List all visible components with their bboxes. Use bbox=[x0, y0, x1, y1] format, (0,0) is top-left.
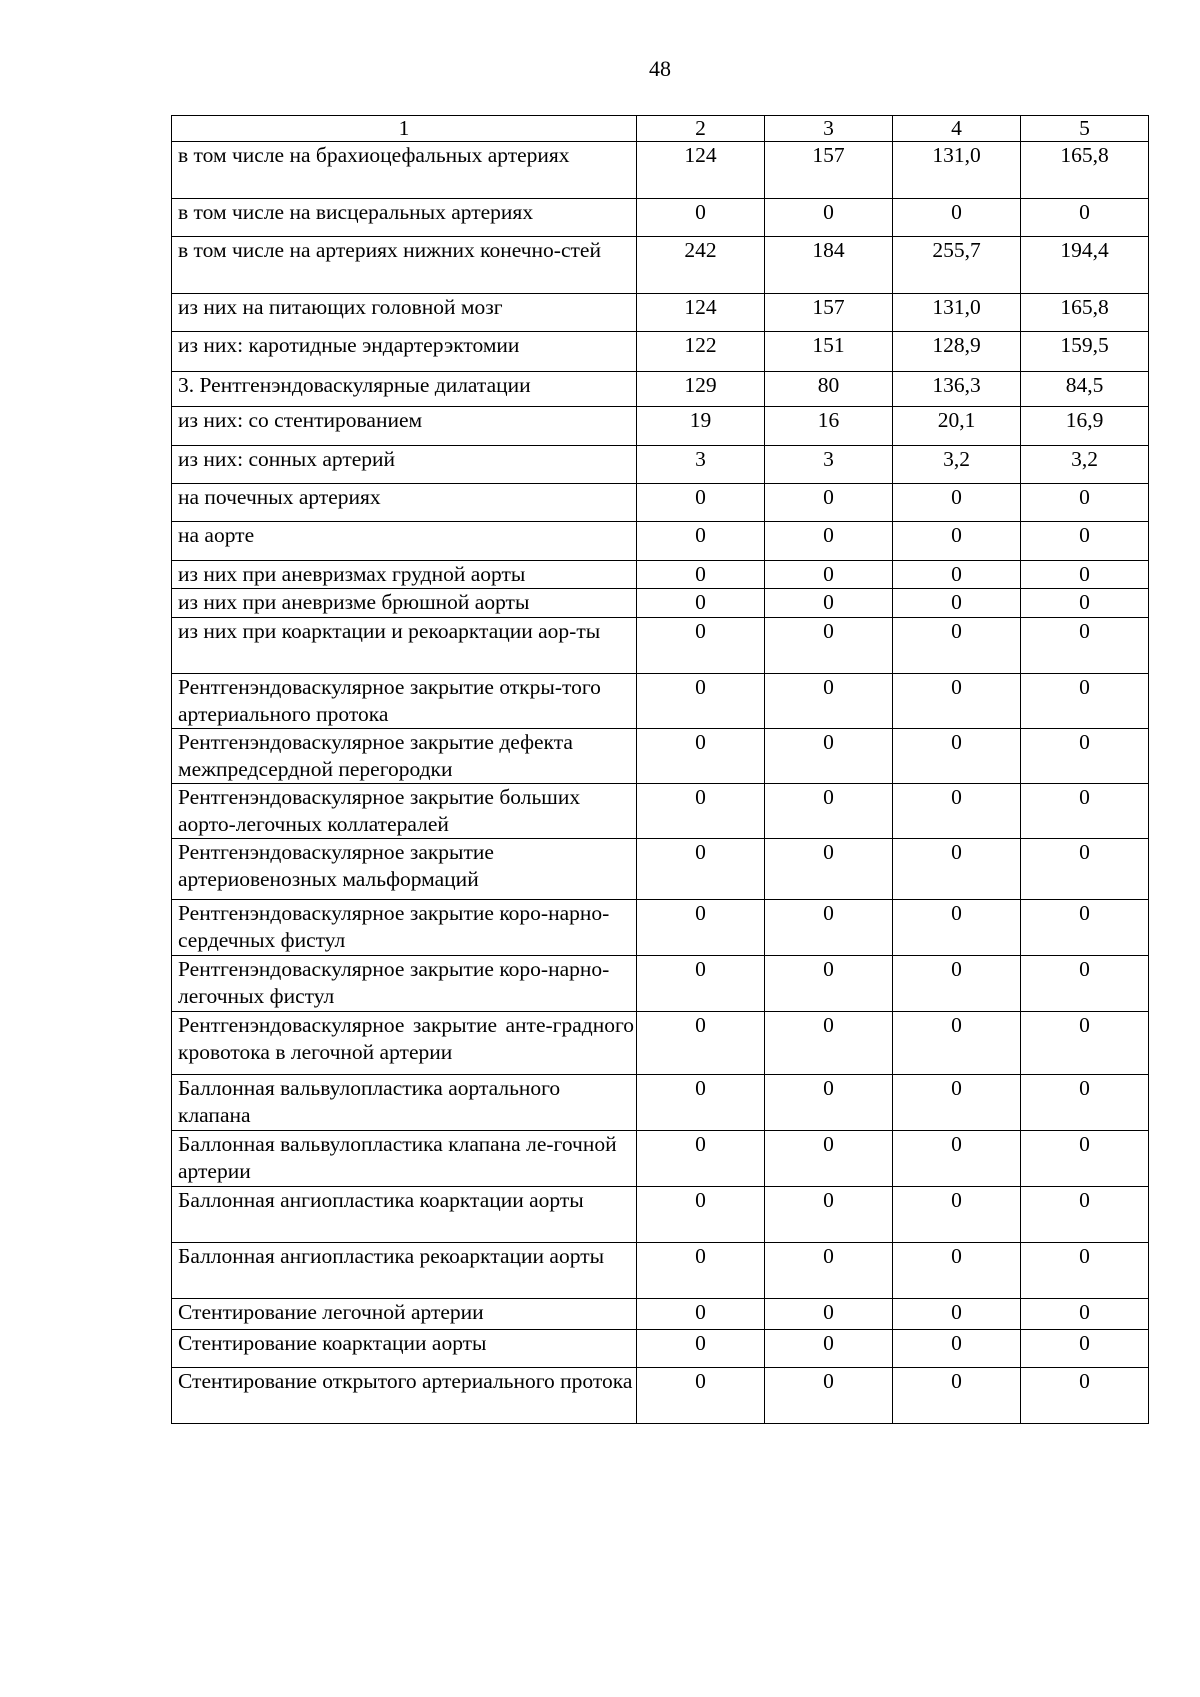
row-label: Стентирование коарктации аорты bbox=[172, 1330, 637, 1368]
row-label: на аорте bbox=[172, 522, 637, 561]
row-value-col5: 0 bbox=[1021, 1131, 1149, 1187]
row-value-col4: 0 bbox=[893, 1187, 1021, 1243]
row-value-col3: 0 bbox=[765, 589, 893, 618]
row-value-col5: 0 bbox=[1021, 199, 1149, 237]
row-value-col4: 0 bbox=[893, 561, 1021, 589]
row-value-col3: 0 bbox=[765, 900, 893, 956]
table-row bbox=[172, 1012, 1149, 1075]
row-label: Рентгенэндоваскулярное закрытие анте-градного кровотока в легочной артерии bbox=[172, 1012, 637, 1075]
table-row bbox=[172, 522, 1149, 561]
row-label: из них при аневризме брюшной аорты bbox=[172, 589, 637, 618]
row-value-col3: 157 bbox=[765, 142, 893, 199]
row-value-col4: 0 bbox=[893, 589, 1021, 618]
row-value-col4: 0 bbox=[893, 484, 1021, 522]
row-value-col5: 0 bbox=[1021, 1075, 1149, 1131]
row-label: Рентгенэндоваскулярное закрытие больших аорто-легочных коллатералей bbox=[172, 784, 637, 839]
table-row bbox=[172, 237, 1149, 294]
row-value-col2: 0 bbox=[637, 1243, 765, 1299]
row-value-col4: 0 bbox=[893, 1330, 1021, 1368]
row-value-col5: 0 bbox=[1021, 839, 1149, 900]
row-value-col4: 0 bbox=[893, 1243, 1021, 1299]
row-label: Рентгенэндоваскулярное закрытие артериовенозных мальформаций bbox=[172, 839, 637, 900]
table-row bbox=[172, 1330, 1149, 1368]
row-value-col4: 0 bbox=[893, 1012, 1021, 1075]
row-value-col3: 0 bbox=[765, 618, 893, 674]
row-value-col4: 0 bbox=[893, 1368, 1021, 1424]
column-header-3: 3 bbox=[765, 116, 893, 142]
row-value-col2: 0 bbox=[637, 561, 765, 589]
row-label: Баллонная вальвулопластика аортального клапана bbox=[172, 1075, 637, 1131]
row-value-col4: 0 bbox=[893, 522, 1021, 561]
row-value-col5: 0 bbox=[1021, 589, 1149, 618]
row-value-col2: 0 bbox=[637, 784, 765, 839]
table-row bbox=[172, 729, 1149, 784]
row-value-col5: 194,4 bbox=[1021, 237, 1149, 294]
row-value-col4: 0 bbox=[893, 839, 1021, 900]
row-label: из них при коарктации и рекоарктации аор-ты bbox=[172, 618, 637, 674]
table-header-row bbox=[172, 116, 1149, 142]
row-value-col2: 124 bbox=[637, 142, 765, 199]
table-row bbox=[172, 1131, 1149, 1187]
table-row bbox=[172, 1368, 1149, 1424]
row-value-col2: 19 bbox=[637, 407, 765, 446]
row-value-col4: 0 bbox=[893, 199, 1021, 237]
table-row bbox=[172, 561, 1149, 589]
row-value-col2: 0 bbox=[637, 199, 765, 237]
row-value-col5: 0 bbox=[1021, 522, 1149, 561]
row-value-col5: 3,2 bbox=[1021, 446, 1149, 484]
row-value-col2: 0 bbox=[637, 1187, 765, 1243]
row-label: в том числе на брахиоцефальных артериях bbox=[172, 142, 637, 199]
row-value-col5: 0 bbox=[1021, 1187, 1149, 1243]
row-value-col4: 128,9 bbox=[893, 332, 1021, 372]
table-row bbox=[172, 446, 1149, 484]
row-value-col3: 0 bbox=[765, 839, 893, 900]
table-body bbox=[172, 142, 1149, 1424]
row-label: из них: сонных артерий bbox=[172, 446, 637, 484]
table-row bbox=[172, 1187, 1149, 1243]
row-value-col4: 0 bbox=[893, 1131, 1021, 1187]
row-value-col4: 255,7 bbox=[893, 237, 1021, 294]
row-label: Баллонная ангиопластика коарктации аорты bbox=[172, 1187, 637, 1243]
row-value-col2: 0 bbox=[637, 1368, 765, 1424]
row-value-col2: 0 bbox=[637, 484, 765, 522]
row-value-col2: 0 bbox=[637, 1330, 765, 1368]
column-header-2: 2 bbox=[637, 116, 765, 142]
row-value-col2: 129 bbox=[637, 372, 765, 407]
row-label: Баллонная ангиопластика рекоарктации аорты bbox=[172, 1243, 637, 1299]
row-value-col4: 20,1 bbox=[893, 407, 1021, 446]
row-value-col3: 0 bbox=[765, 1075, 893, 1131]
table-row bbox=[172, 484, 1149, 522]
row-value-col5: 0 bbox=[1021, 1012, 1149, 1075]
table-row bbox=[172, 199, 1149, 237]
table-row bbox=[172, 372, 1149, 407]
row-value-col3: 3 bbox=[765, 446, 893, 484]
table-row bbox=[172, 900, 1149, 956]
row-value-col3: 0 bbox=[765, 1187, 893, 1243]
row-value-col5: 0 bbox=[1021, 956, 1149, 1012]
row-value-col5: 84,5 bbox=[1021, 372, 1149, 407]
column-header-1: 1 bbox=[172, 116, 637, 142]
column-header-5: 5 bbox=[1021, 116, 1149, 142]
page-number: 48 bbox=[649, 56, 671, 81]
row-value-col5: 0 bbox=[1021, 784, 1149, 839]
row-value-col5: 0 bbox=[1021, 1368, 1149, 1424]
row-value-col3: 0 bbox=[765, 199, 893, 237]
row-value-col2: 0 bbox=[637, 522, 765, 561]
row-value-col2: 0 bbox=[637, 839, 765, 900]
statistics-table bbox=[171, 115, 1149, 1424]
row-value-col3: 151 bbox=[765, 332, 893, 372]
row-value-col2: 0 bbox=[637, 618, 765, 674]
row-label: Баллонная вальвулопластика клапана ле-гочной артерии bbox=[172, 1131, 637, 1187]
row-value-col2: 0 bbox=[637, 1075, 765, 1131]
row-value-col4: 131,0 bbox=[893, 294, 1021, 332]
row-label: из них при аневризмах грудной аорты bbox=[172, 561, 637, 589]
row-label: Рентгенэндоваскулярное закрытие откры-того артериального протока bbox=[172, 674, 637, 729]
column-header-4: 4 bbox=[893, 116, 1021, 142]
table-row bbox=[172, 332, 1149, 372]
row-value-col5: 0 bbox=[1021, 618, 1149, 674]
row-value-col5: 0 bbox=[1021, 1243, 1149, 1299]
row-value-col3: 0 bbox=[765, 1243, 893, 1299]
table-row bbox=[172, 1075, 1149, 1131]
row-value-col5: 159,5 bbox=[1021, 332, 1149, 372]
row-value-col3: 0 bbox=[765, 784, 893, 839]
row-label: 3. Рентгенэндоваскулярные дилатации bbox=[172, 372, 637, 407]
row-value-col2: 122 bbox=[637, 332, 765, 372]
row-value-col2: 0 bbox=[637, 674, 765, 729]
row-value-col3: 0 bbox=[765, 729, 893, 784]
row-value-col5: 0 bbox=[1021, 1330, 1149, 1368]
row-value-col3: 0 bbox=[765, 1012, 893, 1075]
row-value-col5: 0 bbox=[1021, 561, 1149, 589]
table-row bbox=[172, 1243, 1149, 1299]
row-value-col3: 0 bbox=[765, 674, 893, 729]
row-value-col2: 0 bbox=[637, 900, 765, 956]
row-value-col5: 0 bbox=[1021, 1299, 1149, 1330]
row-value-col4: 0 bbox=[893, 1299, 1021, 1330]
row-value-col4: 0 bbox=[893, 900, 1021, 956]
row-value-col3: 184 bbox=[765, 237, 893, 294]
table-row bbox=[172, 784, 1149, 839]
row-value-col4: 0 bbox=[893, 784, 1021, 839]
row-value-col5: 165,8 bbox=[1021, 294, 1149, 332]
row-value-col3: 16 bbox=[765, 407, 893, 446]
row-label: из них на питающих головной мозг bbox=[172, 294, 637, 332]
row-value-col2: 0 bbox=[637, 956, 765, 1012]
row-value-col4: 0 bbox=[893, 956, 1021, 1012]
table-row bbox=[172, 294, 1149, 332]
row-value-col2: 0 bbox=[637, 1012, 765, 1075]
row-value-col4: 0 bbox=[893, 618, 1021, 674]
row-label: из них: со стентированием bbox=[172, 407, 637, 446]
row-label: Рентгенэндоваскулярное закрытие дефекта межпредсердной перегородки bbox=[172, 729, 637, 784]
table-row bbox=[172, 142, 1149, 199]
table-row bbox=[172, 956, 1149, 1012]
row-value-col5: 0 bbox=[1021, 900, 1149, 956]
row-value-col2: 0 bbox=[637, 1131, 765, 1187]
row-value-col2: 124 bbox=[637, 294, 765, 332]
row-value-col2: 3 bbox=[637, 446, 765, 484]
table-row bbox=[172, 1299, 1149, 1330]
row-value-col5: 16,9 bbox=[1021, 407, 1149, 446]
row-value-col4: 136,3 bbox=[893, 372, 1021, 407]
row-label: в том числе на артериях нижних конечно-стей bbox=[172, 237, 637, 294]
row-value-col4: 0 bbox=[893, 729, 1021, 784]
row-label: Стентирование легочной артерии bbox=[172, 1299, 637, 1330]
row-value-col5: 0 bbox=[1021, 674, 1149, 729]
row-value-col5: 165,8 bbox=[1021, 142, 1149, 199]
row-value-col3: 0 bbox=[765, 1131, 893, 1187]
row-label: Стентирование открытого артериального протока bbox=[172, 1368, 637, 1424]
row-label: на почечных артериях bbox=[172, 484, 637, 522]
row-value-col4: 0 bbox=[893, 674, 1021, 729]
row-value-col2: 0 bbox=[637, 729, 765, 784]
row-value-col3: 0 bbox=[765, 484, 893, 522]
table-row bbox=[172, 674, 1149, 729]
row-value-col3: 157 bbox=[765, 294, 893, 332]
row-value-col5: 0 bbox=[1021, 729, 1149, 784]
row-value-col3: 0 bbox=[765, 1330, 893, 1368]
row-value-col4: 0 bbox=[893, 1075, 1021, 1131]
table-row bbox=[172, 589, 1149, 618]
row-value-col3: 80 bbox=[765, 372, 893, 407]
row-value-col4: 3,2 bbox=[893, 446, 1021, 484]
row-label: из них: каротидные эндартерэктомии bbox=[172, 332, 637, 372]
row-value-col3: 0 bbox=[765, 561, 893, 589]
table-row bbox=[172, 407, 1149, 446]
row-value-col3: 0 bbox=[765, 522, 893, 561]
row-value-col3: 0 bbox=[765, 1368, 893, 1424]
row-value-col3: 0 bbox=[765, 1299, 893, 1330]
row-value-col3: 0 bbox=[765, 956, 893, 1012]
table-row bbox=[172, 839, 1149, 900]
row-label: Рентгенэндоваскулярное закрытие коро-нарно-легочных фистул bbox=[172, 956, 637, 1012]
row-label: в том числе на висцеральных артериях bbox=[172, 199, 637, 237]
table-row bbox=[172, 618, 1149, 674]
row-value-col4: 131,0 bbox=[893, 142, 1021, 199]
row-value-col2: 242 bbox=[637, 237, 765, 294]
row-label: Рентгенэндоваскулярное закрытие коро-нарно-сердечных фистул bbox=[172, 900, 637, 956]
row-value-col2: 0 bbox=[637, 1299, 765, 1330]
row-value-col2: 0 bbox=[637, 589, 765, 618]
row-value-col5: 0 bbox=[1021, 484, 1149, 522]
